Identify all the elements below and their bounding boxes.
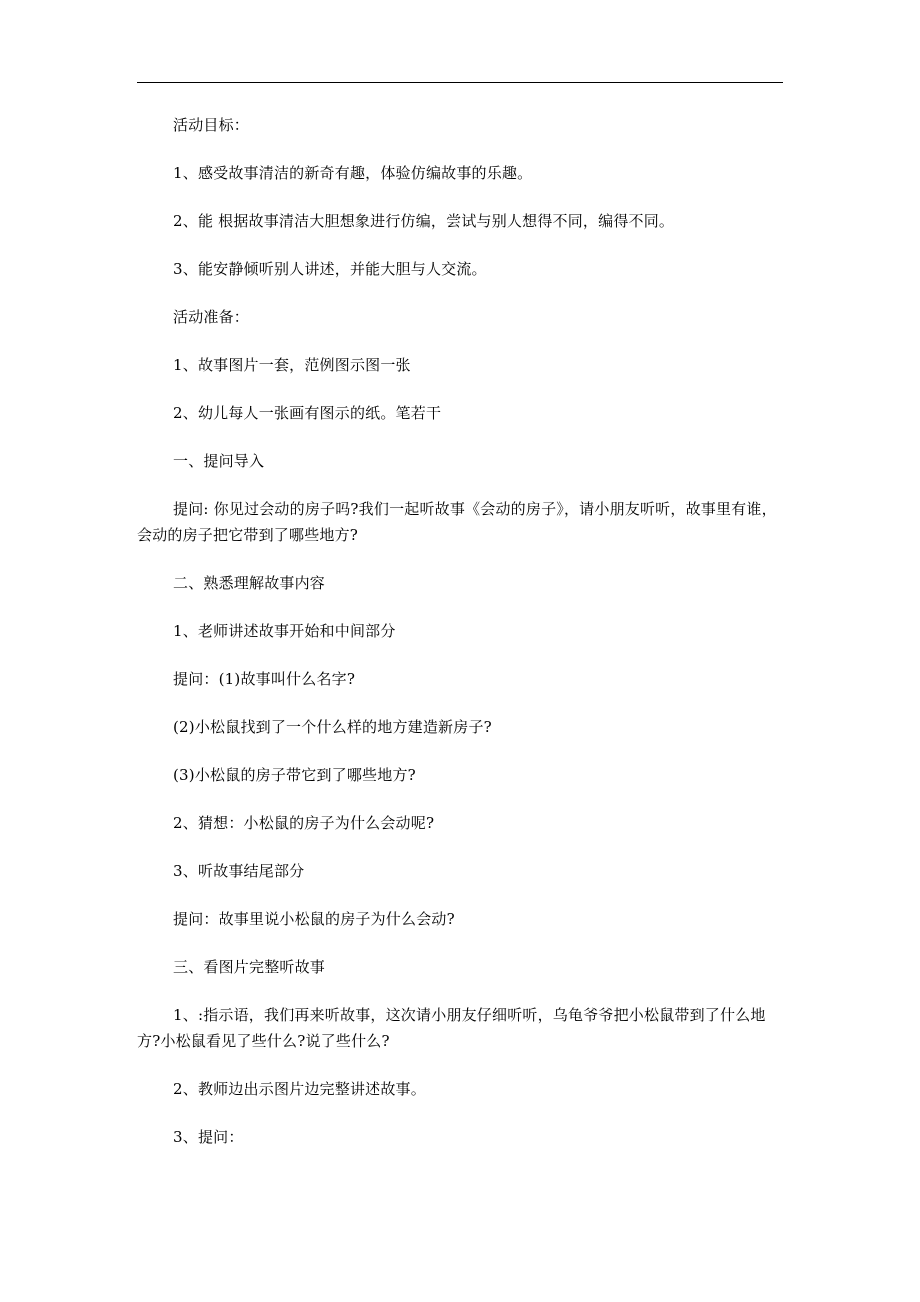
paragraph-ending-question: 提问：故事里说小松鼠的房子为什么会动?: [173, 910, 455, 928]
paragraph-goal-1: 1、感受故事清洁的新奇有趣，体验仿编故事的乐趣。: [173, 164, 533, 182]
paragraph-question-1: 提问：(1)故事叫什么名字?: [173, 670, 356, 688]
paragraph-step-2-3: 3、听故事结尾部分: [173, 862, 305, 880]
paragraph-step-3-1: 1、:指示语，我们再来听故事，这次请小朋友仔细听听，乌龟爷爷把小松鼠带到了什么地方?小松鼠看见了些什么?说了些什么?: [137, 1006, 766, 1050]
section-heading-3: 三、看图片完整听故事: [173, 958, 326, 976]
paragraph-step-3-2: 2、教师边出示图片边完整讲述故事。: [173, 1080, 426, 1098]
paragraph-prep-2: 2、幼儿每人一张画有图示的纸。笔若干: [173, 404, 442, 422]
header-rule: [137, 82, 783, 83]
paragraph-goal-3: 3、能安静倾听别人讲述，并能大胆与人交流。: [173, 260, 487, 278]
paragraph-step-2-2: 2、猜想：小松鼠的房子为什么会动呢?: [173, 814, 435, 832]
section-heading-2: 二、熟悉理解故事内容: [173, 574, 326, 592]
paragraph-prep-heading: 活动准备：: [173, 308, 250, 326]
paragraph-prep-1: 1、故事图片一套，范例图示图一张: [173, 356, 411, 374]
paragraph-goals-heading: 活动目标：: [173, 116, 250, 134]
paragraph-question-3: (3)小松鼠的房子带它到了哪些地方?: [173, 766, 416, 784]
paragraph-step-2-1: 1、老师讲述故事开始和中间部分: [173, 622, 396, 640]
paragraph-step-3-3: 3、提问：: [173, 1128, 244, 1146]
paragraph-goal-2: 2、能 根据故事清洁大胆想象进行仿编，尝试与别人想得不同，编得不同。: [173, 212, 675, 230]
paragraph-question-2: (2)小松鼠找到了一个什么样的地方建造新房子?: [173, 718, 492, 736]
paragraph-intro-question: 提问: 你见过会动的房子吗?我们一起听故事《会动的房子》，请小朋友听听，故事里有谁，会动的房子把它带到了哪些地方?: [137, 500, 777, 544]
section-heading-1: 一、提问导入: [173, 452, 265, 470]
